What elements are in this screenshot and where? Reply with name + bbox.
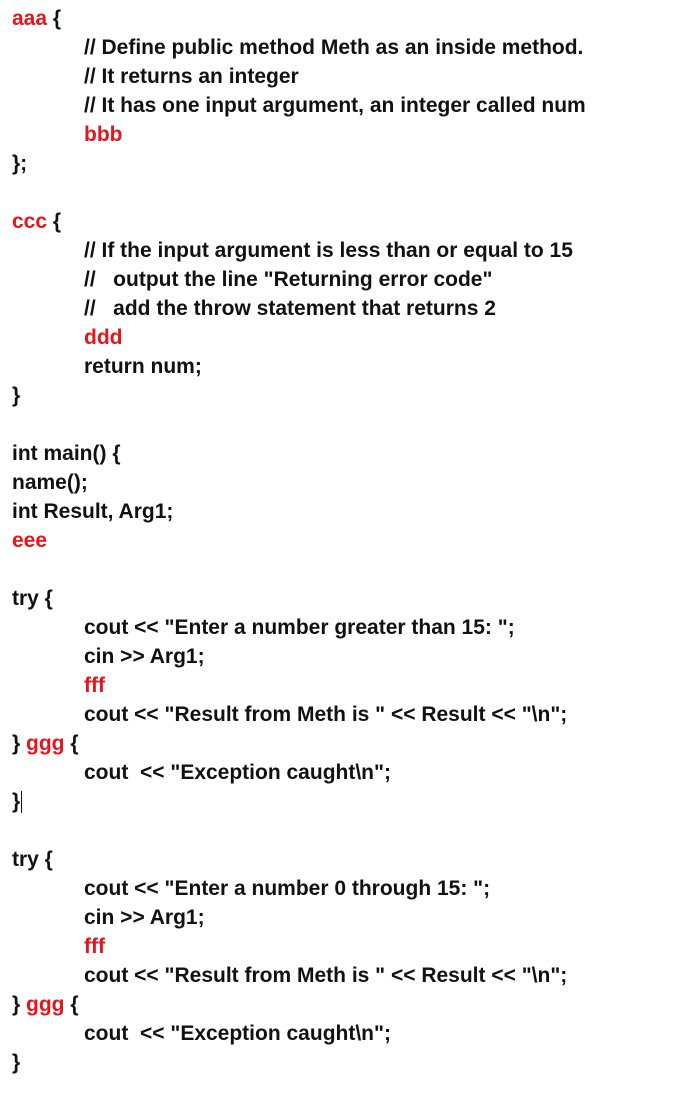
comment-line: // Define public method Meth as an inside method. — [84, 36, 584, 59]
close-brace: } — [12, 384, 21, 407]
try-open: try { — [12, 587, 53, 610]
block1-header — [12, 4, 682, 33]
cin-input: cin >> Arg1; — [84, 645, 205, 668]
comment-line: // If the input argument is less than or equal to 15 — [84, 239, 573, 262]
placeholder-ccc: ccc — [12, 210, 48, 233]
placeholder-aaa: aaa — [12, 7, 48, 30]
block2-header — [12, 207, 682, 236]
open-brace: { — [47, 210, 62, 233]
text-cursor — [21, 791, 22, 813]
close-brace: }; — [12, 152, 28, 175]
blank-line — [12, 816, 682, 845]
comment-line: // add the throw statement that returns 2 — [84, 297, 496, 320]
close-brace: } — [12, 790, 21, 813]
cout-exception: cout << "Exception caught\n"; — [84, 761, 391, 784]
try-open: try { — [12, 848, 53, 871]
variable-declaration: int Result, Arg1; — [12, 500, 174, 523]
open-brace: { — [64, 732, 79, 755]
close-brace-with-caret[interactable] — [12, 787, 682, 816]
blank-line — [12, 178, 682, 207]
open-brace: { — [64, 993, 79, 1016]
blank-line — [12, 555, 682, 584]
catch-header — [12, 990, 682, 1019]
cout-result: cout << "Result from Meth is " << Result << "\n"; — [84, 703, 568, 726]
cout-prompt: cout << "Enter a number 0 through 15: "; — [84, 877, 491, 900]
placeholder-fff: fff — [84, 935, 105, 958]
catch-header — [12, 729, 682, 758]
placeholder-ddd: ddd — [84, 326, 123, 349]
placeholder-ggg: ggg — [26, 732, 65, 755]
placeholder-ggg: ggg — [26, 993, 65, 1016]
open-brace: { — [47, 7, 62, 30]
blank-line — [12, 410, 682, 439]
placeholder-fff: fff — [84, 674, 105, 697]
close-brace: } — [12, 732, 27, 755]
return-statement: return num; — [84, 355, 202, 378]
main-signature: int main() { — [12, 442, 121, 465]
close-brace: } — [12, 1051, 21, 1074]
comment-line: // output the line "Returning error code" — [84, 268, 493, 291]
cout-result: cout << "Result from Meth is " << Result << "\n"; — [84, 964, 568, 987]
cout-exception: cout << "Exception caught\n"; — [84, 1022, 391, 1045]
placeholder-bbb: bbb — [84, 123, 123, 146]
code-document — [12, 4, 682, 1077]
name-call: name(); — [12, 471, 88, 494]
cout-prompt: cout << "Enter a number greater than 15: "; — [84, 616, 515, 639]
placeholder-eee: eee — [12, 529, 48, 552]
comment-line: // It returns an integer — [84, 65, 299, 88]
cin-input: cin >> Arg1; — [84, 906, 205, 929]
close-brace: } — [12, 993, 27, 1016]
comment-line: // It has one input argument, an integer called num — [84, 94, 586, 117]
